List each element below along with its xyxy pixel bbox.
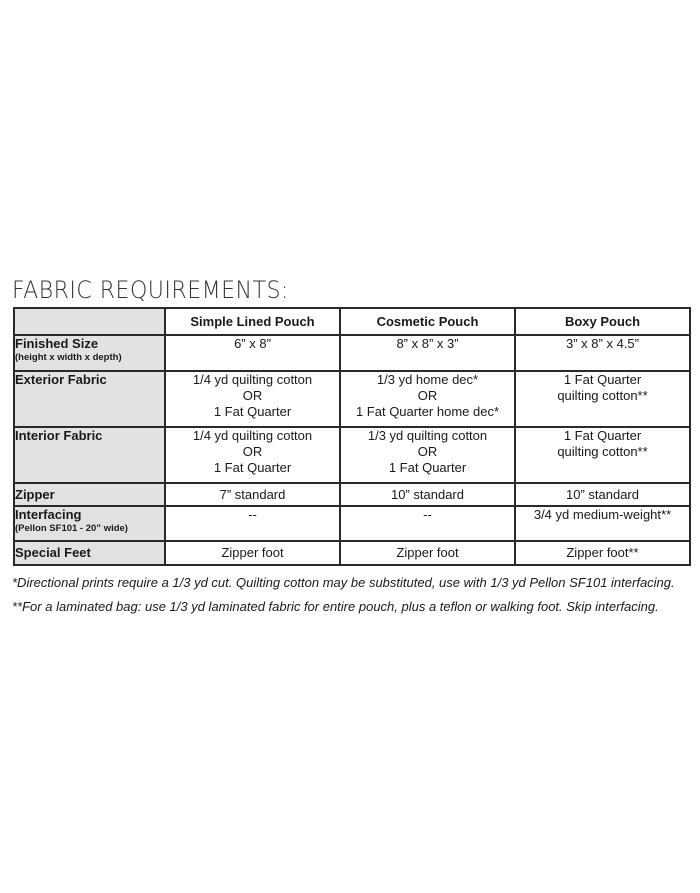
row-label: Finished Size — [15, 336, 99, 351]
row-label: Interfacing — [15, 507, 82, 522]
column-header-cosmetic-pouch: Cosmetic Pouch — [340, 308, 515, 335]
table-cell — [340, 371, 515, 427]
row-header-special-feet — [14, 541, 165, 565]
page-title: FABRIC REQUIREMENTS: — [12, 276, 289, 304]
cell-line: 1 Fat Quarter home dec* — [355, 404, 500, 419]
cell-line: -- — [248, 507, 257, 522]
row-header-interfacing — [14, 506, 165, 541]
cell-line: quilting cotton** — [557, 444, 648, 459]
fabric-requirements-table — [13, 307, 691, 566]
cell-line: quilting cotton** — [557, 388, 648, 403]
table-cell — [515, 427, 690, 483]
table-cell — [340, 506, 515, 541]
row-label: Special Feet — [15, 545, 91, 560]
cell-line: 1 Fat Quarter — [213, 404, 292, 419]
cell-line: 3” x 8” x 4.5” — [566, 336, 639, 351]
table-cell — [515, 541, 690, 565]
table-cell — [340, 483, 515, 506]
column-header-boxy-pouch: Boxy Pouch — [515, 308, 690, 335]
table-cell — [515, 371, 690, 427]
row-header-zipper — [14, 483, 165, 506]
cell-line: 8” x 8” x 3” — [396, 336, 459, 351]
row-header-interior-fabric — [14, 427, 165, 483]
cell-line: 1/4 yd quilting cotton — [192, 428, 313, 443]
footnote-laminated-bag: **For a laminated bag: use 1/3 yd laminated fabric for entire pouch, plus a teflon or walking foot. Skip interfacing. — [12, 599, 659, 614]
cell-line: OR — [417, 444, 438, 459]
table-cell — [165, 506, 340, 541]
table-cell — [340, 335, 515, 371]
table-row — [14, 335, 690, 371]
row-header-finished-size — [14, 335, 165, 371]
cell-line: -- — [423, 507, 432, 522]
row-sublabel: (Pellon SF101 - 20” wide) — [15, 523, 128, 534]
column-header-simple-lined-pouch: Simple Lined Pouch — [165, 308, 340, 335]
table-cell — [340, 427, 515, 483]
cell-line: 1 Fat Quarter — [388, 460, 467, 475]
table-row — [14, 506, 690, 541]
table-row — [14, 427, 690, 483]
row-header-exterior-fabric — [14, 371, 165, 427]
cell-line: OR — [242, 444, 263, 459]
cell-line: 1 Fat Quarter — [563, 372, 642, 387]
cell-line: 6” x 8” — [234, 336, 271, 351]
table-cell — [515, 483, 690, 506]
table-cell — [340, 541, 515, 565]
cell-line: 1/3 yd quilting cotton — [367, 428, 488, 443]
cell-line: OR — [417, 388, 438, 403]
cell-line: 10” standard — [391, 486, 464, 502]
header-corner — [14, 308, 165, 335]
cell-line: 3/4 yd medium-weight** — [533, 507, 672, 522]
cell-line: 7” standard — [219, 486, 286, 502]
table-cell — [515, 335, 690, 371]
table-cell — [165, 427, 340, 483]
table-row — [14, 483, 690, 506]
row-label: Interior Fabric — [15, 428, 103, 443]
table-cell — [165, 541, 340, 565]
table-cell — [165, 483, 340, 506]
footnote-directional-prints: *Directional prints require a 1/3 yd cut. Quilting cotton may be substituted, use with 1/3 yd Pellon SF101 interfacing. — [12, 575, 675, 590]
cell-line: 1 Fat Quarter — [213, 460, 292, 475]
cell-line: Zipper foot** — [566, 545, 639, 560]
table-cell — [165, 371, 340, 427]
table-header-row — [14, 308, 690, 335]
cell-line: Zipper foot — [396, 545, 459, 560]
cell-line: 1 Fat Quarter — [563, 428, 642, 443]
table-row — [14, 371, 690, 427]
row-sublabel: (height x width x depth) — [15, 352, 122, 363]
cell-line: 1/3 yd home dec* — [376, 372, 479, 387]
cell-line: 1/4 yd quilting cotton — [192, 372, 313, 387]
cell-line: OR — [242, 388, 263, 403]
row-label: Zipper — [15, 486, 55, 502]
row-label: Exterior Fabric — [15, 372, 107, 387]
table-row — [14, 541, 690, 565]
table-cell — [165, 335, 340, 371]
table-cell — [515, 506, 690, 541]
cell-line: Zipper foot — [221, 545, 284, 560]
cell-line: 10” standard — [566, 486, 639, 502]
